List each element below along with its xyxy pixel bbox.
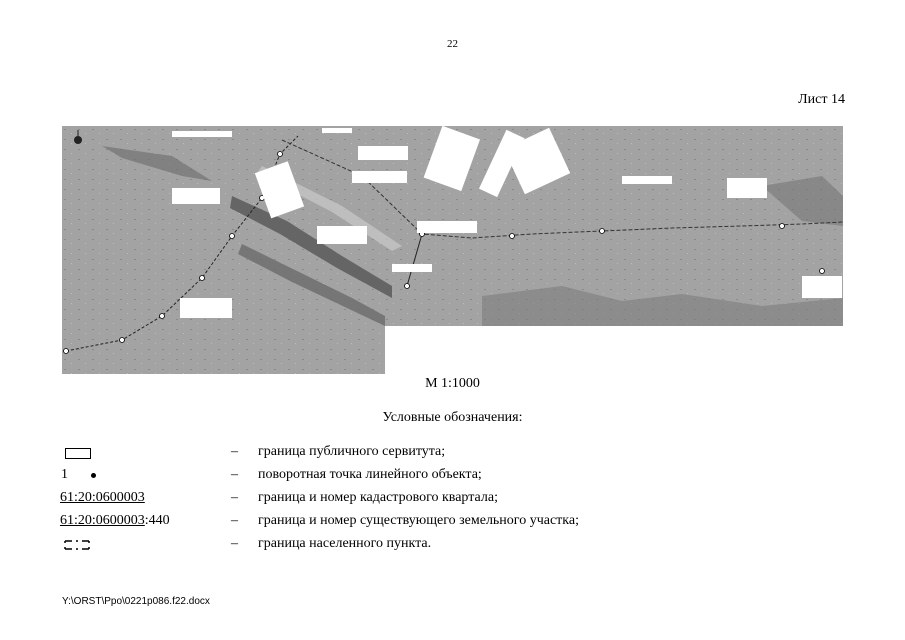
page-number: 22 bbox=[447, 38, 458, 50]
legend-text: поворотная точка линейного объекта; bbox=[258, 467, 482, 482]
land-plot-quarter-number: 61:20:0600003 bbox=[60, 513, 145, 528]
legend-item: 1 – поворотная точка линейного объекта; bbox=[61, 467, 482, 482]
turning-point-icon bbox=[91, 473, 96, 478]
legend-title: Условные обозначения: bbox=[382, 410, 523, 425]
land-plot-suffix: :440 bbox=[144, 513, 170, 528]
map-scale: М 1:1000 bbox=[425, 376, 480, 391]
servitude-boundary-icon bbox=[65, 448, 91, 459]
legend-item: 61:20:0600003:440 – граница и номер существующего земельного участка; bbox=[60, 513, 579, 528]
legend-text: граница населенного пункта. bbox=[258, 536, 432, 551]
file-path: Y:\ORST\Ppo\0221p086.f22.docx bbox=[62, 596, 210, 607]
legend bbox=[60, 444, 820, 559]
sheet-label: Лист 14 bbox=[798, 92, 845, 107]
legend-item: 61:20:0600003 – граница и номер кадастрового квартала; bbox=[60, 490, 498, 505]
legend-item: – граница публичного сервитута; bbox=[60, 444, 820, 467]
legend-text: граница и номер существующего земельного участка; bbox=[258, 513, 579, 528]
turning-point-number: 1 bbox=[61, 467, 68, 482]
map-image bbox=[62, 126, 843, 374]
north-arrow-icon bbox=[74, 136, 82, 144]
cadastral-map bbox=[62, 126, 843, 374]
legend-text: граница и номер кадастрового квартала; bbox=[258, 490, 498, 505]
settlement-boundary-icon bbox=[64, 538, 94, 552]
cadastral-quarter-number: 61:20:0600003 bbox=[60, 490, 145, 505]
legend-text: граница публичного сервитута; bbox=[258, 444, 446, 459]
legend-item: – граница населенного пункта. bbox=[60, 536, 820, 559]
